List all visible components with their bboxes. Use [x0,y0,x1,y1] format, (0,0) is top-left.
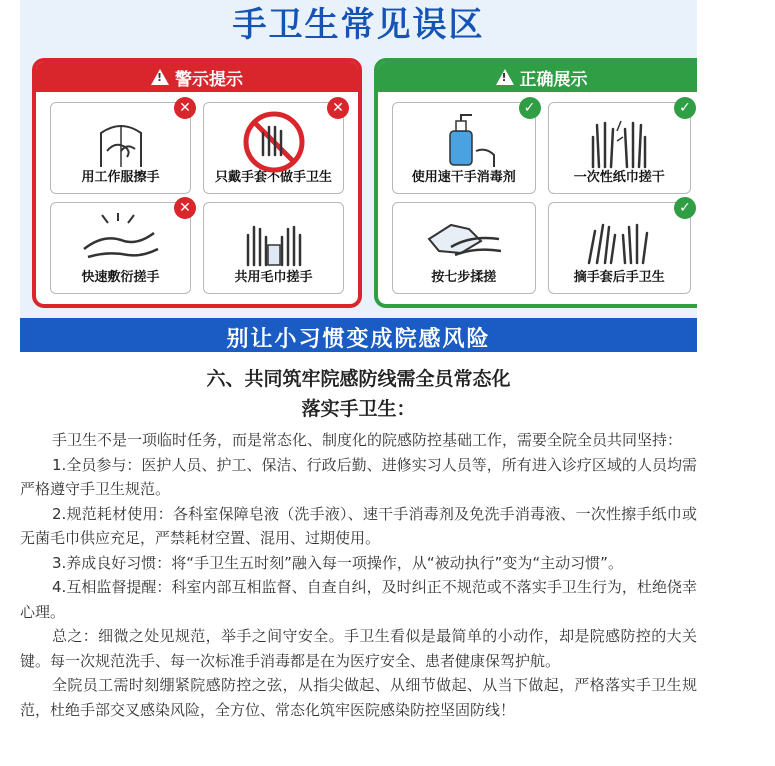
correct-panel [374,58,697,308]
sanitizer-icon [424,111,504,171]
warn-item-label: 只戴手套不做手卫生 [214,170,332,185]
ok-item-glove-off [548,202,692,294]
uniform-wipe-icon [81,111,161,169]
wrong-mark-icon: ✕ [327,97,349,119]
paragraph: 全院员工需时刻绷紧院感防控之弦，从指尖做起、从细节做起、从当下做起，严格落实手卫生规范，杜绝手部交叉感染风险，全方位、常态化筑牢医院感染防控坚固防线！ [20,676,697,719]
poster-title: 手卫生常见误区 [232,5,485,45]
paper-towel-icon [579,111,659,169]
ok-item-label: 使用速干手消毒剂 [411,170,516,185]
glove-off-icon [579,211,659,269]
right-mark-icon: ✓ [674,197,696,219]
ok-item-label: 一次性纸巾搓干 [573,170,665,185]
paragraph: 总之：细微之处见规范，举手之间守安全。手卫生看似是最简单的小动作，却是院感防控的大关键。每一次规范洗手、每一次标准手消毒都是在为医疗安全、患者健康保驾护航。 [20,627,697,670]
ok-item-label: 摘手套后手卫生 [573,270,665,285]
hand-hygiene-infographic [20,0,697,352]
wrong-mark-icon: ✕ [174,197,196,219]
seven-step-icon [421,211,507,267]
correct-panel-header [378,62,697,92]
warn-item-label: 用工作服擦手 [81,170,160,185]
right-mark-icon: ✓ [674,97,696,119]
ok-item-paper-towel [548,102,692,194]
glove-prohibited-icon [241,111,307,173]
shared-towel-icon [234,211,314,269]
slogan-banner: 别让小习惯变成院感风险 [20,318,697,352]
warn-item-shared-towel [203,202,344,294]
warn-item-label: 快速敷衍搓手 [81,270,160,285]
ok-item-seven-step [392,202,536,294]
warn-item-uniform [50,102,191,194]
paragraph: 手卫生不是一项临时任务，而是常态化、制度化的院感防控基础工作，需要全院全员共同坚持： [52,431,683,449]
ok-item-label: 按七步揉搓 [431,270,497,285]
section-subheading: 落实手卫生： [301,398,416,420]
correct-panel-title: 正确展示 [519,69,588,90]
warn-item-quick-rub [50,202,191,294]
paragraph: 3.养成良好习惯：将“手卫生五时刻”融入每一项操作，从“被动执行”变为“主动习惯”。 [52,553,623,572]
warning-triangle-icon [151,69,169,85]
warning-panel-title: 警示提示 [175,69,243,90]
paragraph: 1.全员参与：医护人员、护工、保洁、行政后勤、进修实习人员等，所有进入诊疗区域的人员均需严格遵守手卫生规范。 [20,455,697,498]
ok-item-sanitizer [392,102,536,194]
warning-panel-header [36,62,358,92]
article [20,364,697,722]
warning-panel [32,58,362,308]
section-heading: 六、共同筑牢院感防线需全员常态化 [206,368,511,390]
paragraph: 2.规范耗材使用：各科室保障皂液（洗手液）、速干手消毒剂及免洗手消毒液、一次性擦手纸巾或无菌毛巾供应充足，严禁耗材空置、混用、过期使用。 [20,504,697,547]
warning-triangle-icon [496,69,514,85]
paragraph: 4.互相监督提醒：科室内部互相监督、自查自纠，及时纠正不规范或不落实手卫生行为，杜绝侥幸心理。 [20,578,697,621]
right-mark-icon: ✓ [519,97,541,119]
warn-item-label: 共用毛巾搓手 [234,270,313,285]
wrong-mark-icon: ✕ [174,97,196,119]
quick-rub-icon [78,211,164,267]
warn-item-glove [203,102,344,194]
